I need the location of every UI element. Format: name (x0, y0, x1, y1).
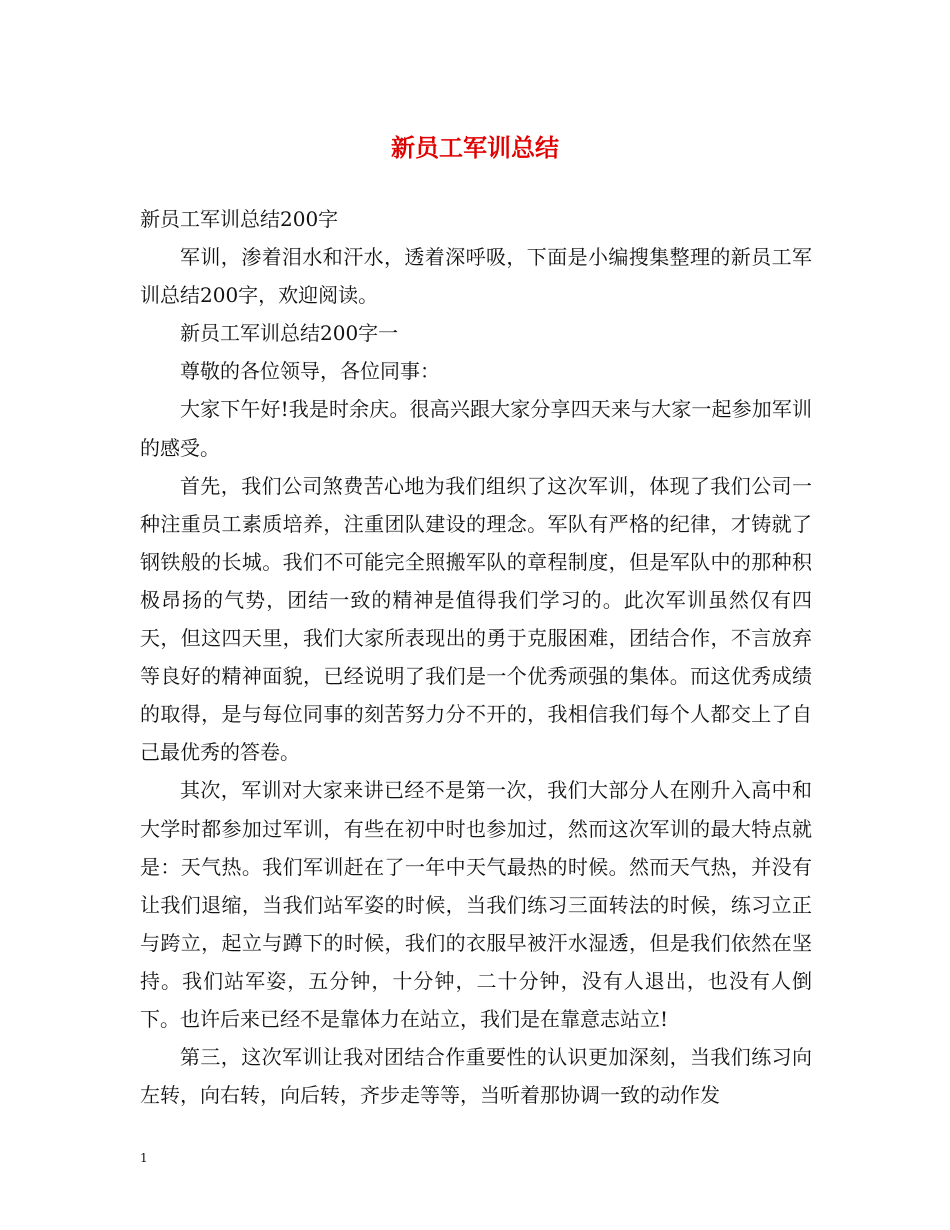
paragraph: 军训，渗着泪水和汗水，透着深呼吸，下面是小编搜集整理的新员工军训总结200字，欢迎阅读。 (140, 245, 812, 308)
paragraph: 新员工军训总结200字一 (180, 321, 399, 346)
paragraph: 大家下午好!我是时余庆。很高兴跟大家分享四天来与大家一起参加军训的感受。 (140, 397, 812, 460)
document-title: 新员工军训总结 (391, 133, 559, 162)
paragraph: 尊敬的各位领导，各位同事： (180, 359, 440, 384)
paragraph: 首先，我们公司煞费苦心地为我们组织了这次军训，体现了我们公司一种注重员工素质培养，注重团队建设的理念。军队有严格的纪律，才铸就了钢铁般的长城。我们不可能完全照搬军队的章程制度，但是军队中的那种积极昂扬的气势，团结一致的精神是值得我们学习的。此次军训虽然仅有四天，但这四天里，我们大家所表现出的勇于克服困难，团结合作，不言放弃等良好的精神面貌，已经说明了我们是一个优秀顽强的集体。而这优秀成绩的取得，是与每位同事的刻苦努力分不开的，我相信我们每个人都交上了自己最优秀的答卷。 (140, 473, 812, 765)
paragraph: 新员工军训总结200字 (140, 207, 339, 231)
document-body (140, 200, 812, 1114)
paragraph: 其次，军训对大家来讲已经不是第一次，我们大部分人在刚升入高中和大学时都参加过军训，有些在初中时也参加过，然而这次军训的最大特点就是：天气热。我们军训赶在了一年中天气最热的时候。然而天气热，并没有让我们退缩，当我们站军姿的时候，当我们练习三面转法的时候，练习立正与跨立，起立与蹲下的时候，我们的衣服早被汗水湿透，但是我们依然在坚持。我们站军姿，五分钟，十分钟，二十分钟，没有人退出，也没有人倒下。也许后来已经不是靠体力在站立，我们是在靠意志站立! (140, 778, 812, 1031)
page-number: 1 (140, 1151, 148, 1165)
paragraph: 第三，这次军训让我对团结合作重要性的认识更加深刻，当我们练习向左转，向右转，向后转，齐步走等等，当听着那协调一致的动作发 (140, 1045, 812, 1108)
